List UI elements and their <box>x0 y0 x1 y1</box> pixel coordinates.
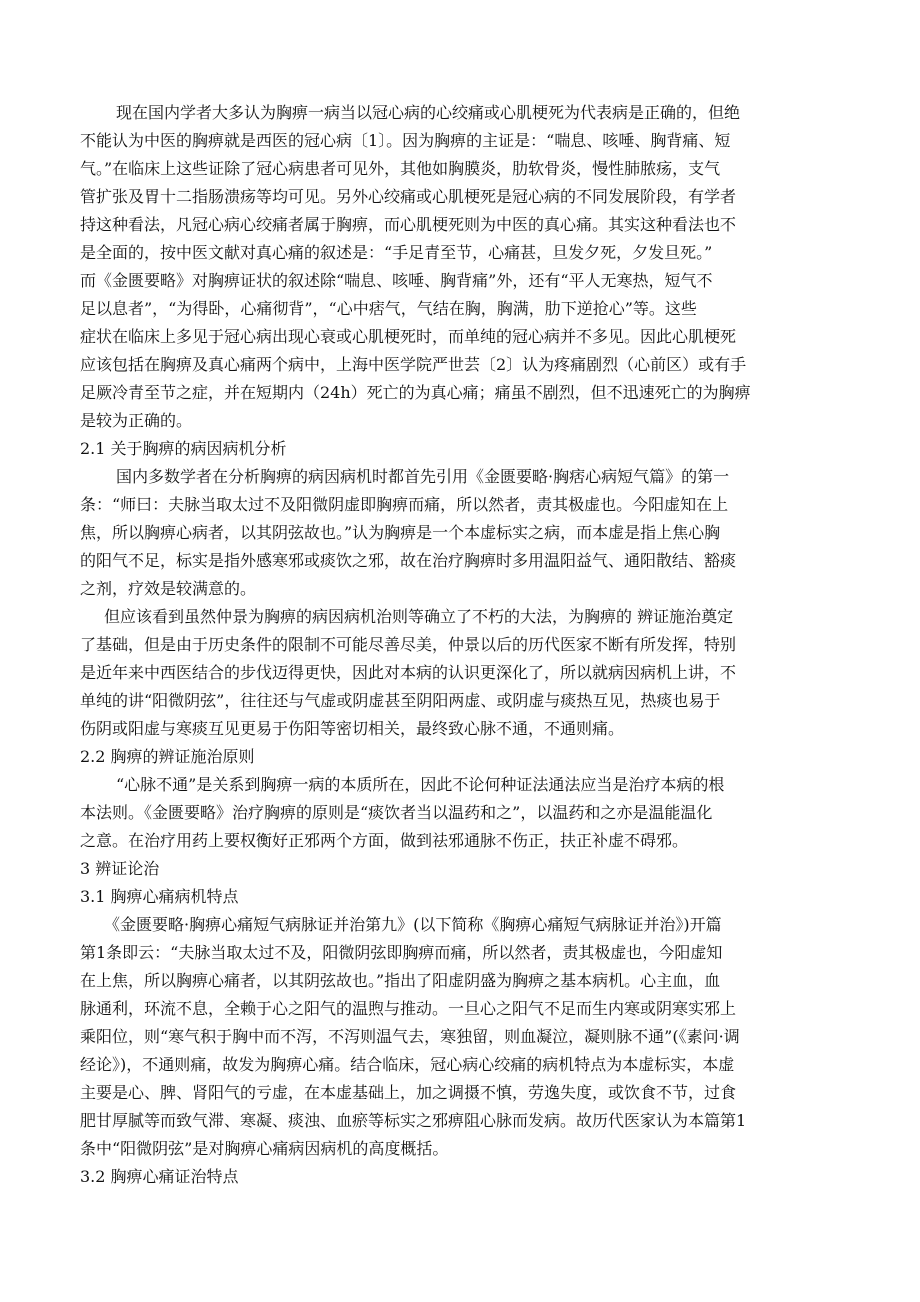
section-heading: 2.2 胸痹的辨证施治原则 <box>80 747 255 766</box>
text-line: 持这种看法，凡冠心病心绞痛者属于胸痹，而心肌梗死则为中医的真心痛。其实这种看法也不 <box>80 215 737 234</box>
text-line: 国内多数学者在分析胸痹的病因病机时都首先引用《金匮要略·胸痞心病短气篇》的第一 <box>116 467 730 486</box>
text-line: 单纯的讲“阳微阴弦”，往往还与气虚或阴虚甚至阴阳两虚、或阴虚与痰热互见，热痰也易于 <box>80 691 721 710</box>
section-heading: 3 辨证论治 <box>80 859 160 878</box>
text-line: 第1条即云：“夫脉当取太过不及，阳微阴弦即胸痹而痛，所以然者，责其极虚也，今阳虚知 <box>80 943 723 962</box>
text-line: 而《金匮要略》对胸痹证状的叙述除“喘息、咳唾、胸背痛”外，还有“平人无寒热，短气不 <box>80 271 713 290</box>
section-heading: 3.1 胸痹心痛病机特点 <box>80 887 239 906</box>
text-line: 《金匮要略·胸痹心痛短气病脉证并治第九》(以下简称《胸痹心痛短气病脉证并治》)开篇 <box>104 915 722 934</box>
text-line: 经论》)，不通则痛，故发为胸痹心痛。结合临床，冠心病心绞痛的病机特点为本虚标实，本虚 <box>80 1055 735 1074</box>
text-line: 伤阴或阳虚与寒痰互见更易于伤阳等密切相关，最终致心脉不通，不通则痛。 <box>80 719 625 738</box>
text-line: 的阳气不足，标实是指外感寒邪或痰饮之邪，故在治疗胸痹时多用温阳益气、通阳散结、豁痰 <box>80 551 737 570</box>
text-line: 乘阳位，则“寒气积于胸中而不泻，不泻则温气去，寒独留，则血凝泣，凝则脉不通”(《素问·调 <box>80 1027 740 1046</box>
section-heading: 3.2 胸痹心痛证治特点 <box>80 1167 239 1186</box>
text-line: 但应该看到虽然仲景为胸痹的病因病机治则等确立了不朽的大法，为胸痹的 辨证施治奠定 <box>104 607 734 626</box>
text-line: 是较为正确的。 <box>80 411 193 430</box>
text-line: 应该包括在胸痹及真心痛两个病中，上海中医学院严世芸〔2〕认为疼痛剧烈（心前区）或有手 <box>80 355 747 374</box>
text-line: 是全面的，按中医文献对真心痛的叙述是：“手足青至节，心痛甚，旦发夕死，夕发旦死。” <box>80 243 713 262</box>
text-line: 足厥冷青至节之症，并在短期内（24h）死亡的为真心痛；痛虽不剧烈，但不迅速死亡的为胸痹 <box>80 383 751 402</box>
text-line: 在上焦，所以胸痹心痛者，以其阴弦故也。”指出了阳虚阴盛为胸痹之基本病机。心主血，血 <box>80 971 721 990</box>
text-line: 条中“阳微阴弦”是对胸痹心痛病因病机的高度概括。 <box>80 1139 449 1158</box>
text-line: 现在国内学者大多认为胸痹一病当以冠心病的心绞痛或心肌梗死为代表病是正确的，但绝 <box>116 103 741 122</box>
text-line: 了基础，但是由于历史条件的限制不可能尽善尽美，仲景以后的历代医家不断有所发挥，特别 <box>80 635 737 654</box>
text-line: 不能认为中医的胸痹就是西医的冠心病〔1〕。因为胸痹的主证是：“喘息、咳唾、胸背痛、短 <box>80 131 731 150</box>
text-line: 症状在临床上多见于冠心病出现心衰或心肌梗死时，而单纯的冠心病并不多见。因此心肌梗死 <box>80 327 737 346</box>
text-line: 肥甘厚腻等而致气滞、寒凝、痰浊、血瘀等标实之邪痹阻心脉而发病。故历代医家认为本篇第1 <box>80 1111 747 1130</box>
text-line: “心脉不通”是关系到胸痹一病的本质所在，因此不论何种证法通法应当是治疗本病的根 <box>116 775 725 794</box>
text-line: 焦，所以胸痹心病者，以其阴弦故也。”认为胸痹是一个本虚标实之病，而本虚是指上焦心胸 <box>80 523 721 542</box>
text-line: 主要是心、脾、肾阳气的亏虚，在本虚基础上，加之调摄不慎，劳逸失度，或饮食不节，过食 <box>80 1083 737 1102</box>
text-line: 足以息者”，“为得卧，心痛彻背”，“心中痞气，气结在胸，胸满，肋下逆抢心”等。这些 <box>80 299 697 318</box>
text-line: 脉通利，环流不息，全赖于心之阳气的温煦与推动。一旦心之阳气不足而生内寒或阴寒实邪上 <box>80 999 737 1018</box>
text-line: 管扩张及胃十二指肠溃疡等均可见。另外心绞痛或心肌梗死是冠心病的不同发展阶段，有学者 <box>80 187 737 206</box>
text-line: 之意。在治疗用药上要权衡好正邪两个方面，做到祛邪通脉不伤正，扶正补虚不碍邪。 <box>80 831 689 850</box>
text-line: 本法则。《金匮要略》治疗胸痹的原则是“痰饮者当以温药和之”，以温药和之亦是温能温化 <box>80 803 713 822</box>
text-line: 是近年来中西医结合的步伐迈得更快，因此对本病的认识更深化了，所以就病因病机上讲，不 <box>80 663 737 682</box>
text-line: 条：“师曰：夫脉当取太过不及阳微阴虚即胸痹而痛，所以然者，责其极虚也。今阳虚知在上 <box>80 495 729 514</box>
text-line: 气。”在临床上这些证除了冠心病患者可见外，其他如胸膜炎，肋软骨炎，慢性肺脓疡，支气 <box>80 159 721 178</box>
section-heading: 2.1 关于胸痹的病因病机分析 <box>80 439 287 458</box>
text-line: 之剂，疗效是较满意的。 <box>80 579 257 598</box>
